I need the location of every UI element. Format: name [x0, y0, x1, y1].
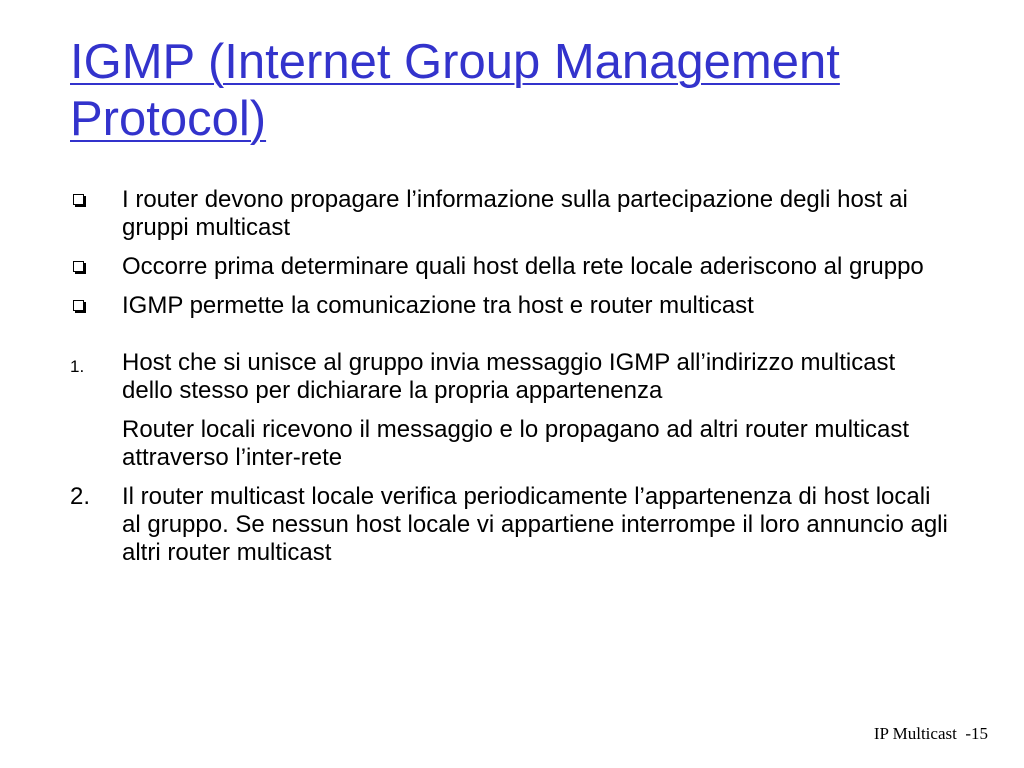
slide-content — [70, 186, 950, 578]
checkbox-bullet-icon — [73, 194, 84, 205]
numbered-item — [70, 416, 950, 472]
item-number: 2. — [70, 483, 91, 510]
bullet-text: I router devono propagare l’informazione sulla partecipazione degli host ai gruppi multicast — [122, 186, 908, 241]
numbered-text: Host che si unisce al gruppo invia messaggio IGMP all’indirizzo multicast dello stesso per dichiarare la propria appartenenza — [122, 349, 896, 404]
checkbox-bullet-icon — [73, 300, 84, 311]
item-number: 1. — [70, 357, 85, 376]
spacer — [70, 331, 950, 349]
bullet-text: IGMP permette la comunicazione tra host e router multicast — [122, 292, 754, 319]
bullet-item — [70, 253, 950, 281]
bullet-text: Occorre prima determinare quali host della rete locale aderiscono al gruppo — [122, 253, 924, 280]
bullet-item — [70, 292, 950, 320]
numbered-item — [70, 349, 950, 405]
numbered-text: Il router multicast locale verifica periodicamente l’appartenenza di host locali al gruppo. Se nessun host locale vi appartiene interrompe il loro annuncio agli altri router multicast — [122, 483, 948, 566]
slide-footer: IP Multicast -15 — [873, 724, 988, 743]
checkbox-bullet-icon — [73, 261, 84, 272]
slide-title: IGMP (Internet Group Management Protocol) — [70, 35, 840, 146]
numbered-item — [70, 483, 950, 567]
bullet-item — [70, 186, 950, 242]
numbered-text: Router locali ricevono il messaggio e lo propagano ad altri router multicast attraverso l’inter-rete — [122, 416, 910, 471]
